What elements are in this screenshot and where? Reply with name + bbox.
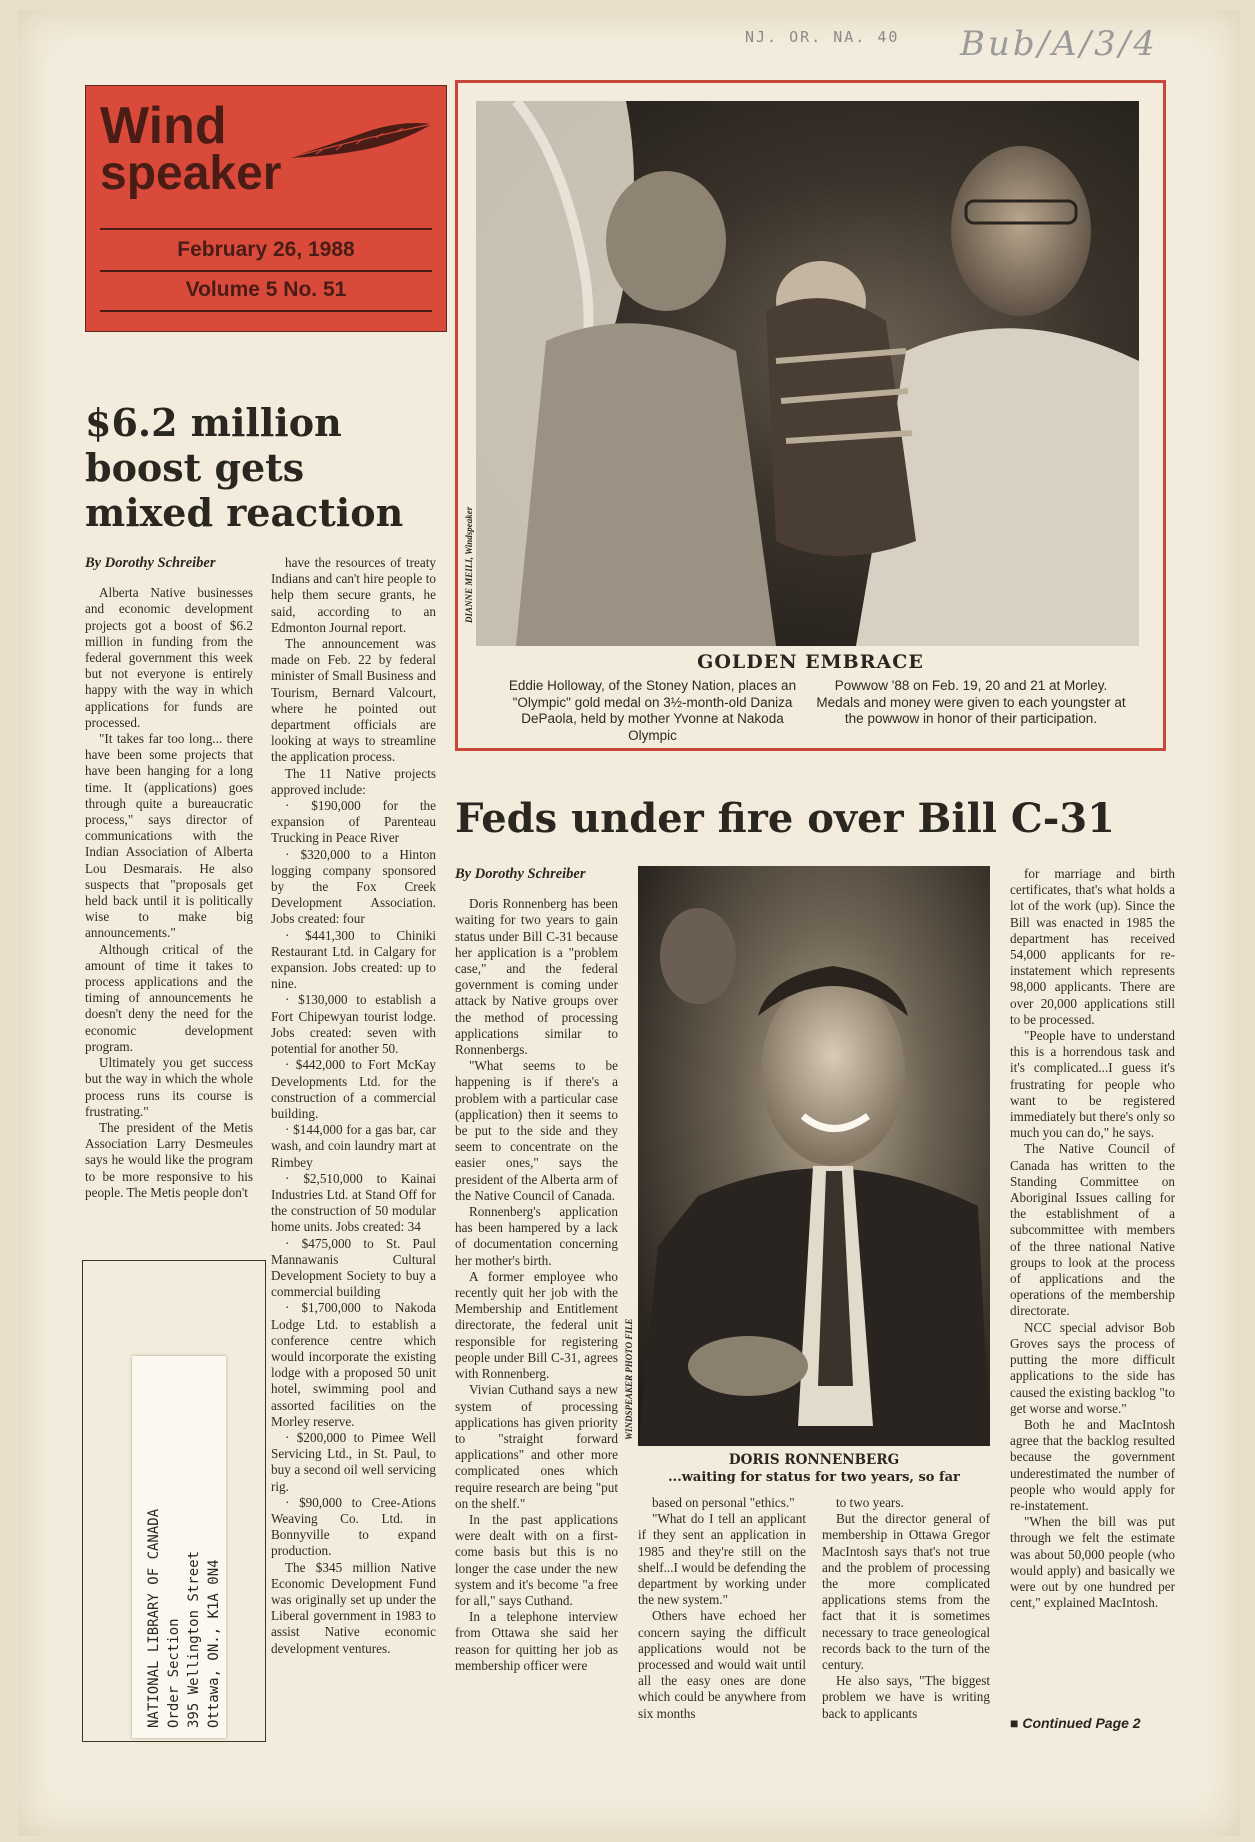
paragraph: In a telephone interview from Ottawa she said her reason for quitting her job as membership officer were: [455, 1609, 618, 1673]
story2-headline: Feds under fire over Bill C-31: [455, 795, 1115, 842]
paragraph: "What do I tell an applicant if they sent an application in 1985 and they're still on the shelf...I would be defending the department by working under the new system.": [638, 1511, 806, 1608]
paragraph: Both he and MacIntosh agree that the backlog resulted because the government underestimated the number of people who would apply for re-instatement.: [1010, 1416, 1175, 1513]
story2-column-2b: [822, 1495, 990, 1722]
paragraph: "People have to understand this is a horrendous task and it's complicated...I guess it's frustrating for people who want to be registered immediately but there's only so much you can do," he says.: [1010, 1028, 1175, 1141]
powwow-photo: [476, 101, 1139, 646]
paragraph: have the resources of treaty Indians and can't hire people to help them secure grants, he said, according to an Edmonton Journal report.: [271, 555, 436, 635]
photo-caption-left: Eddie Holloway, of the Stoney Nation, places an "Olympic" gold medal on 3½-month-old Daniza DePaola, held by mother Yvonne at Nakoda Olympic: [508, 678, 797, 743]
photo-caption-head: GOLDEN EMBRACE: [697, 651, 924, 673]
paragraph: "It takes far too long... there have been some projects that have been hanging for a long time. It (applications) goes through quite a bureaucratic process," says director of communications with the Indian Association of Alberta Lou Desmarais. He also suspects that "proposals get held back until it is politically wise to make big announcements.": [85, 731, 253, 941]
story1-headline: [85, 400, 445, 535]
photo-credit: DIANNE MEILI, Windspeaker: [464, 506, 474, 623]
paragraph: based on personal "ethics.": [652, 1495, 795, 1510]
label-line: Ottawa, ON., K1A 0N4: [206, 1559, 222, 1728]
story1-byline: By Dorothy Schreiber: [85, 555, 216, 571]
mailing-label: [132, 1356, 226, 1738]
photo-feature-frame: [455, 80, 1166, 751]
headline-line: mixed reaction: [85, 490, 404, 535]
issue-volume: Volume 5 No. 51: [185, 278, 347, 301]
photo-caption-right: Powwow '88 on Feb. 19, 20 and 21 at Morley. Medals and money were given to each youngster at the powwow in honor of their participation.: [816, 678, 1126, 726]
paragraph: The announcement was made on Feb. 22 by federal minister of Small Business and Tourism, Bernard Valcourt, where he pointed out department officials are looking at ways to streamline the application process.: [271, 636, 436, 765]
catalog-annotation: NJ. OR. NA. 40: [745, 28, 900, 46]
paragraph: Ronnenberg's application has been hampered by a lack of documentation concerning her mother's birth.: [455, 1204, 618, 1268]
paragraph: A former employee who recently quit her job with the Membership and Entitlement directorate, the federal unit responsible for registering people under Bill C-31, agrees with Ronnenberg.: [455, 1268, 618, 1382]
paragraph: "What seems to be happening is if there's a problem with a particular case (application) then it seems to be put to the side and they seem to concentrate on the easier ones," says the president of the Alberta arm of the Native Council of Canada.: [455, 1058, 618, 1203]
paragraph: · $475,000 to St. Paul Mannawanis Cultural Development Society to buy a commercial building: [271, 1235, 436, 1300]
story1-column-1: [85, 555, 253, 1201]
paragraph: · $2,510,000 to Kainai Industries Ltd. at Stand Off for the construction of 50 modular home units. Jobs created: 34: [271, 1170, 436, 1235]
photo2-caption-sub: ...waiting for status for two years, so far: [668, 1470, 960, 1485]
shelf-annotation: Bub/A/3/4: [960, 24, 1158, 64]
paragraph: Although critical of the amount of time it takes to process applications and the timing of announcements he doesn't deny the need for the economic development program.: [85, 941, 253, 1054]
masthead: [85, 85, 447, 332]
masthead-rule: [100, 270, 432, 272]
paragraph: Doris Ronnenberg has been waiting for two years to gain status under Bill C-31 because her application is a "problem case," and the federal government is coming under attack by Native groups over the method of processing applications similar to Ronnenbergs.: [455, 896, 618, 1058]
paragraph: The 11 Native projects approved include:: [271, 765, 436, 797]
photo-illustration: [476, 101, 1139, 646]
label-line: 395 Wellington Street: [186, 1550, 202, 1728]
paragraph: · $90,000 to Cree-Ations Weaving Co. Ltd. in Bonnyville to expand production.: [271, 1494, 436, 1559]
paragraph: The $345 million Native Economic Development Fund was originally set up under the Liberal government in 1983 to assist Native economic development ventures.: [271, 1559, 436, 1656]
paragraph: He also says, "The biggest problem we have is writing back to applicants: [822, 1673, 990, 1721]
ronnenberg-photo: [638, 866, 990, 1446]
paragraph: for marriage and birth certificates, that's what holds a lot of the work (up). Since the Bill was enacted in 1985 the department has received 54,000 applicants for re-instatement which represents 98,000 applicants. There are over 20,000 applications still to be processed.: [1010, 866, 1175, 1027]
paragraph: Alberta Native businesses and economic development projects got a boost of $6.2 million in funding from the federal government this week but not everyone is entirely happy with the way in which applications for funds are processed.: [85, 585, 253, 730]
photo2-caption-head: DORIS RONNENBERG: [728, 1452, 900, 1468]
paragraph: The Native Council of Canada has written to the Standing Committee on Aboriginal Issues calling for the establishment of a subcommittee with members of the three national Native groups to look at the process of applications and the operations of the membership directorate.: [1010, 1141, 1175, 1319]
paragraph: · $441,300 to Chiniki Restaurant Ltd. in Calgary for expansion. Jobs created: up to nine.: [271, 927, 436, 992]
masthead-rule: [100, 228, 432, 230]
paragraph: The president of the Metis Association Larry Desmeules says he would like the program to be more responsive to his people. The Metis people don't: [85, 1119, 253, 1200]
paragraph: NCC special advisor Bob Groves says the process of putting the more difficult applications to the side has caused the existing backlog "to get worse and worse.": [1010, 1319, 1175, 1416]
paragraph: · $200,000 to Pimee Well Servicing Ltd., in St. Paul, to buy a second oil well servicing rig.: [271, 1429, 436, 1494]
paragraph: In the past applications were dealt with on a first-come basis but this is no longer the case under the new system and it's become "a free for all," says Cuthand.: [455, 1511, 618, 1608]
masthead-title-line2: speaker: [100, 147, 282, 200]
paragraph: Vivian Cuthand says a new system of processing applications has given priority to "straight forward applications" and other more complicated ones which require research are being "put on the shelf.": [455, 1382, 618, 1511]
continued-note: ■ Continued Page 2: [1010, 1715, 1141, 1731]
paragraph: · $1,700,000 to Nakoda Lodge Ltd. to establish a conference centre which would incorporate the existing lodge with a proposed 50 unit hotel, swimming pool and assorted facilities on the Morley reserve.: [271, 1300, 436, 1429]
label-line: Order Section: [166, 1618, 182, 1728]
headline-line: boost gets: [85, 445, 305, 490]
story2-column-2a: [638, 1495, 806, 1722]
paragraph: · $320,000 to a Hinton logging company sponsored by the Fox Creek Development Association. Jobs created: four: [271, 846, 436, 927]
masthead-rule: [100, 310, 432, 312]
paragraph: · $144,000 for a gas bar, car wash, and coin laundry mart at Rimbey: [271, 1122, 436, 1170]
story2-column-1: [455, 866, 618, 1674]
story1-column-2: [271, 555, 436, 1657]
headline-line: $6.2 million: [85, 400, 342, 445]
paragraph: Others have echoed her concern saying the difficult applications would not be processed and would wait until all the easy ones are done which could be anywhere from six months: [638, 1608, 806, 1721]
issue-date: February 26, 1988: [177, 238, 355, 261]
photo-illustration: [638, 866, 990, 1446]
paragraph: · $130,000 to establish a Fort Chipewyan tourist lodge. Jobs created: seven with potential for another 50.: [271, 992, 436, 1057]
paragraph: "When the bill was put through we felt the estimate was about 50,000 people (who would apply) and basically we were out by one hundred per cent," explained MacIntosh.: [1010, 1514, 1175, 1611]
masthead-title-line1: Wind: [100, 97, 227, 155]
paragraph: Ultimately you get success but the way in which the whole process runs its course is frustrating.": [85, 1055, 253, 1119]
photo-credit: WINDSPEAKER PHOTO FILE: [624, 1318, 634, 1440]
story2-column-3: [1010, 866, 1175, 1611]
label-line: NATIONAL LIBRARY OF CANADA: [146, 1508, 162, 1728]
story2-byline: By Dorothy Schreiber: [455, 866, 586, 882]
paragraph: to two years.: [836, 1495, 904, 1510]
feather-icon: [286, 110, 436, 170]
paragraph: But the director general of membership in Ottawa Gregor MacIntosh says that's not true and the problem of processing the more complicated applications stems from the fact that it is sometimes necessary to trace geneological records back to the turn of the century.: [822, 1511, 990, 1673]
paragraph: · $442,000 to Fort McKay Developments Ltd. for the construction of a commercial building.: [271, 1057, 436, 1121]
paragraph: · $190,000 for the expansion of Parenteau Trucking in Peace River: [271, 798, 436, 846]
